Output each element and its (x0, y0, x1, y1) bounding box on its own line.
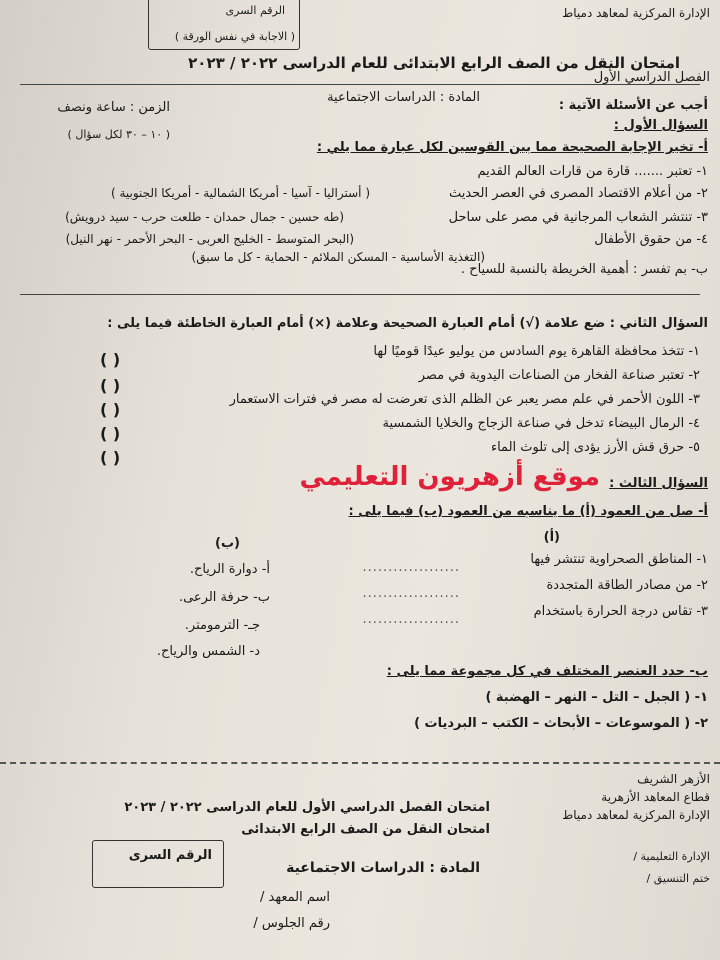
q1-a-heading: أ- تخير الإجابة الصحيحة مما بين القوسين لكل عبارة مما يلي : (316, 140, 708, 155)
footer-exam-line-2: امتحان النقل من الصف الرابع الابتدائى (241, 822, 490, 837)
subject-label: المادة : الدراسات الاجتماعية (327, 90, 480, 105)
q3-b-heading: ب- حدد العنصر المختلف في كل مجموعة مما يلى : (386, 664, 708, 679)
answer-blank-1[interactable]: ................... (362, 560, 460, 575)
q2-title: السؤال الثاني : ضع علامة (√) أمام العبارة الصحيحة وعلامة (×) أمام العبارة الخاطئة فيما يلى : (107, 316, 708, 331)
footer-stamp: ختم التنسيق / (646, 872, 710, 885)
q3-b-item-1: ١- ( الجبل – التل – النهر – الهضبة ) (485, 690, 708, 705)
admin-name: الإدارة المركزية لمعاهد دمياط (562, 6, 710, 20)
footer-exam-line-1: امتحان الفصل الدراسي الأول للعام الدراسى ٢٠٢٢ / ٢٠٢٣ (124, 800, 490, 815)
q2-answer-paren-1[interactable]: ( ) (100, 350, 121, 369)
q2-answer-paren-2[interactable]: ( ) (100, 376, 121, 395)
q1-item-2-options: (طه حسين - جمال حمدان - طلعت حرب - سيد درويش) (65, 210, 344, 224)
q2-item-2: ٢- تعتبر صناعة الفخار من الصناعات اليدوية في مصر (418, 368, 700, 383)
col-b-item-4: د- الشمس والرياح. (156, 644, 260, 659)
col-b-heading: (ب) (215, 536, 240, 551)
answer-note: ( الاجابة في نفس الورقة ) (174, 30, 295, 43)
col-b-item-3: جـ- الترمومتر. (184, 618, 260, 633)
term-label: الفصل الدراسي الأول (593, 70, 710, 85)
marks-label: ( ١٠ – ٣٠ لكل سؤال ) (67, 128, 170, 141)
footer-institute[interactable]: اسم المعهد / (260, 890, 330, 905)
footer-edu-admin: الإدارة التعليمية / (633, 850, 710, 863)
time-label: الزمن : ساعة ونصف (57, 100, 170, 115)
q2-item-5: ٥- حرق قش الأرز يؤدى إلى تلوث الماء (490, 440, 700, 455)
instruction-label: أجب عن الأسئلة الآتية : (558, 98, 708, 113)
q1-item-1-options: ( أستراليا - آسيا - أمريكا الشمالية - أمريكا الجنوبية ) (110, 186, 370, 200)
q1-item-3-options: (البحر المتوسط - الخليج العربى - البحر الأحمر - نهر النيل) (65, 232, 354, 246)
footer-azhar: الأزهر الشريف (637, 772, 710, 786)
q2-answer-paren-3[interactable]: ( ) (100, 400, 121, 419)
footer-seat[interactable]: رقم الجلوس / (253, 916, 330, 931)
col-a-item-3: ٣- تقاس درجة الحرارة باستخدام (533, 604, 708, 619)
q1-b-explain: ب- بم تفسر : أهمية الخريطة بالنسبة للسياح . (460, 262, 708, 277)
secret-number-label: الرقم السرى (225, 4, 285, 17)
footer-sector: قطاع المعاهد الأزهرية (601, 790, 710, 804)
answer-blank-2[interactable]: ................... (362, 586, 460, 601)
col-a-heading: (أ) (543, 530, 560, 545)
site-watermark: موقع أزهريون التعليمي (299, 462, 600, 492)
q2-answer-paren-5[interactable]: ( ) (100, 448, 121, 467)
footer-secret-label: الرقم السرى (128, 848, 212, 863)
q3-a-heading: أ- صل من العمود (أ) ما يناسبه من العمود (ب) فيما يلى : (348, 504, 708, 519)
q1-item-3: ٣- تنتشر الشعاب المرجانية في مصر على ساحل (448, 210, 708, 225)
q3-b-item-2: ٢- ( الموسوعات – الأبحاث – الكتب – البرديات ) (414, 716, 708, 731)
q1-item-1: ١- تعتبر ....... قارة من قارات العالم القديم (477, 164, 708, 179)
col-b-item-2: ب- حرفة الرعى. (178, 590, 270, 605)
footer-admin: الإدارة المركزية لمعاهد دمياط (562, 808, 710, 822)
footer-top-divider (0, 762, 720, 764)
q1-item-4: ٤- من حقوق الأطفال (594, 232, 708, 247)
q1-divider (20, 294, 700, 295)
q2-item-3: ٣- اللون الأحمر في علم مصر يعبر عن الظلم الذى تعرضت له مصر في فترات الاستعمار (229, 392, 700, 407)
col-b-item-1: أ- دوارة الرياح. (189, 562, 270, 577)
q1-item-4-options: (التغذية الأساسية - المسكن الملائم - الحماية - كل ما سبق) (191, 250, 485, 264)
q2-item-4: ٤- الرمال البيضاء تدخل في صناعة الزجاج والخلايا الشمسية (382, 416, 700, 431)
footer-subject: المادة : الدراسات الاجتماعية (286, 860, 480, 876)
q3-title: السؤال الثالث : (609, 476, 708, 491)
q2-answer-paren-4[interactable]: ( ) (100, 424, 121, 443)
col-a-item-1: ١- المناطق الصحراوية تنتشر فيها (530, 552, 708, 567)
q1-title: السؤال الأول : (613, 118, 708, 133)
exam-title: امتحان النقل من الصف الرابع الابتدائى للعام الدراسى ٢٠٢٢ / ٢٠٢٣ (188, 54, 680, 72)
col-a-item-2: ٢- من مصادر الطاقة المتجددة (546, 578, 708, 593)
answer-blank-3[interactable]: ................... (362, 612, 460, 627)
q2-item-1: ١- تتخذ محافظة القاهرة يوم السادس من يوليو عيدًا قوميًا لها (373, 344, 700, 359)
q1-item-2: ٢- من أعلام الاقتصاد المصرى في العصر الحديث (448, 186, 708, 201)
